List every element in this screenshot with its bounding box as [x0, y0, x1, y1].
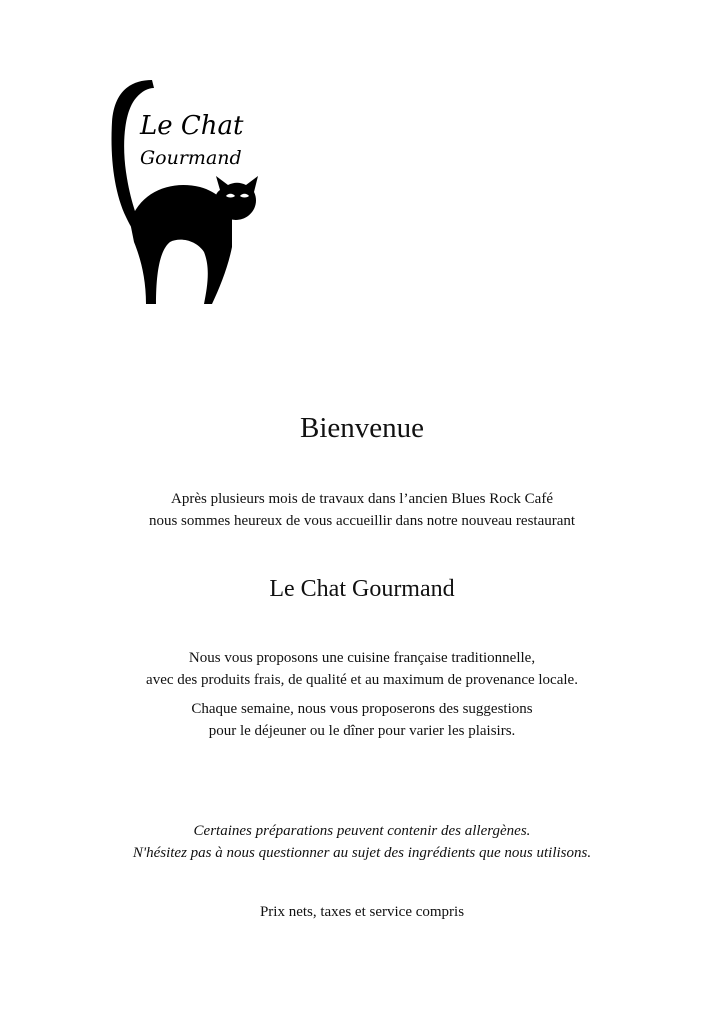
- logo-title: Le Chat: [140, 111, 244, 141]
- prices-note: Prix nets, taxes et service compris: [259, 904, 465, 920]
- description-line: Nous vous proposons une cuisine française traditionnelle,: [188, 650, 536, 666]
- logo-subtitle: Gourmand: [140, 147, 242, 169]
- welcome-intro-line: Après plusieurs mois de travaux dans l’ancien Blues Rock Café: [171, 491, 553, 507]
- description: [0, 647, 724, 691]
- restaurant-logo: [100, 72, 270, 312]
- weekly-suggestions: [0, 698, 724, 742]
- welcome-intro-line: nous sommes heureux de vous accueillir dans notre nouveau restaurant: [148, 513, 576, 529]
- weekly-line: pour le déjeuner ou le dîner pour varier les plaisirs.: [208, 723, 516, 739]
- description-line: avec des produits frais, de qualité et au maximum de provenance locale.: [146, 672, 578, 688]
- welcome-title: Bienvenue: [299, 412, 424, 444]
- allergen-notice: [0, 820, 724, 864]
- weekly-line: Chaque semaine, nous vous proposerons des suggestions: [191, 701, 533, 717]
- welcome-intro: [0, 488, 724, 532]
- allergen-line: N'hésitez pas à nous questionner au sujet des ingrédients que nous utilisons.: [132, 845, 592, 861]
- allergen-line: Certaines préparations peuvent contenir des allergènes.: [193, 823, 531, 839]
- restaurant-name: Le Chat Gourmand: [269, 576, 455, 602]
- black-cat-icon: [100, 72, 270, 312]
